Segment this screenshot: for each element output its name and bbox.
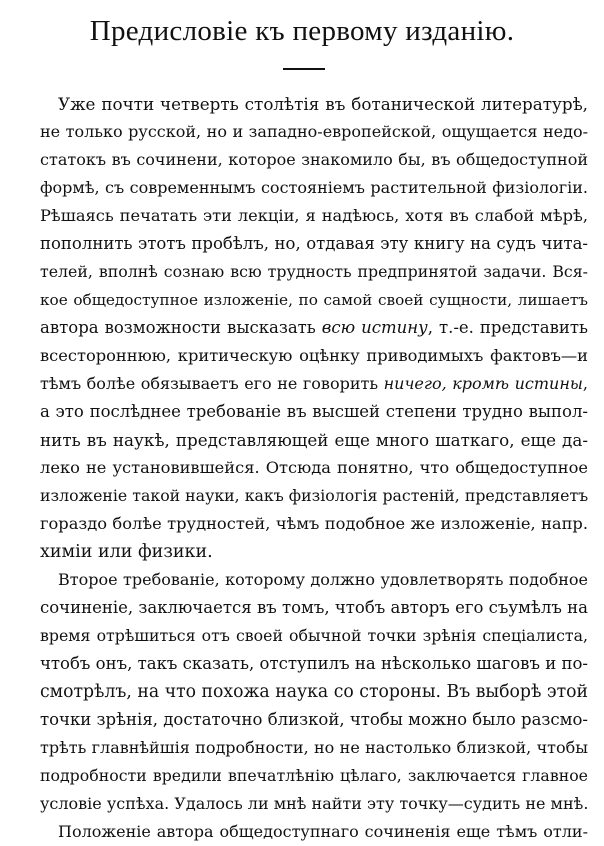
text-line: пополнить этотъ пробѣлъ, но, отдавая эту книгу на судъ чита- [40, 234, 588, 253]
text-line: всестороннюю, критическую оцѣнку приводимыхъ фактовъ—и [40, 346, 588, 365]
text-line: телей, вполнѣ сознаю всю трудность предпринятой задачи. Вся- [40, 262, 588, 281]
text-line: сочиненіе, заключается въ томъ, чтобъ авторъ его съумѣлъ на [40, 598, 588, 617]
italic-phrase: всю истину [321, 318, 428, 337]
text-line: подробности вредили впечатлѣнію цѣлаго, заключается главное [40, 766, 588, 785]
text-line: смотрѣлъ, на что похожа наука со стороны. Въ выборѣ этой [40, 682, 588, 702]
text-line: статокъ въ сочинени, которое знакомило бы, въ общедоступной [40, 150, 588, 169]
text-line: гораздо болѣе трудностей, чѣмъ подобное же изложеніе, напр. [40, 514, 588, 533]
text-line: нить въ наукѣ, представляющей еще много шаткаго, еще да- [40, 430, 588, 450]
text-line: а это послѣднее требованіе въ высшей степени трудно выпол- [40, 402, 588, 421]
text-line: Положеніе автора общедоступнаго сочиненія еще тѣмъ отли- [58, 822, 588, 841]
text-line: трѣть главнѣйшія подробности, но не настолько близкой, чтобы [40, 738, 588, 757]
text-line: формѣ, съ современнымъ состояніемъ растительной физіологіи. [40, 178, 588, 197]
text-line: не только русской, но и западно-европейской, ощущается недо- [40, 122, 588, 141]
title-divider [283, 68, 325, 70]
text-line: кое общедоступное изложеніе, по самой своей сущности, лишаетъ [40, 291, 588, 309]
text-line: Второе требованіе, которому должно удовлетворять подобное [58, 570, 588, 589]
italic-phrase: ничего, кромѣ истины [383, 374, 583, 393]
text-line: точки зрѣнія, достаточно близкой, чтобы можно было разсмо- [40, 710, 588, 729]
text-line: условіе успѣха. Удалось ли мнѣ найти эту точку—судить не мнѣ. [40, 794, 589, 813]
text-line: Рѣшаясь печатать эти лекціи, я надѣюсь, хотя въ слабой мѣрѣ, [40, 206, 588, 225]
text-line: химіи или физики. [40, 542, 213, 562]
text-line: чтобъ онъ, такъ сказать, отступилъ на нѣсколько шаговъ и по- [40, 654, 588, 673]
text-line: тѣмъ болѣе обязываетъ его не говорить ничего, кромѣ истины, [40, 374, 589, 393]
text-line: Уже почти четверть столѣтія въ ботанической литературѣ, [58, 94, 588, 114]
text-line: леко не установившейся. Отсюда понятно, что общедоступное [40, 458, 588, 477]
text-line: время отрѣшиться отъ своей обычной точки зрѣнія спеціалиста, [40, 626, 588, 645]
text-line: изложеніе такой науки, какъ физіологія растеній, представляетъ [40, 486, 589, 505]
text-line: автора возможности высказать всю истину, т.-е. представить [40, 318, 588, 337]
page-title: Предисловіе къ первому изданію. [89, 15, 515, 47]
